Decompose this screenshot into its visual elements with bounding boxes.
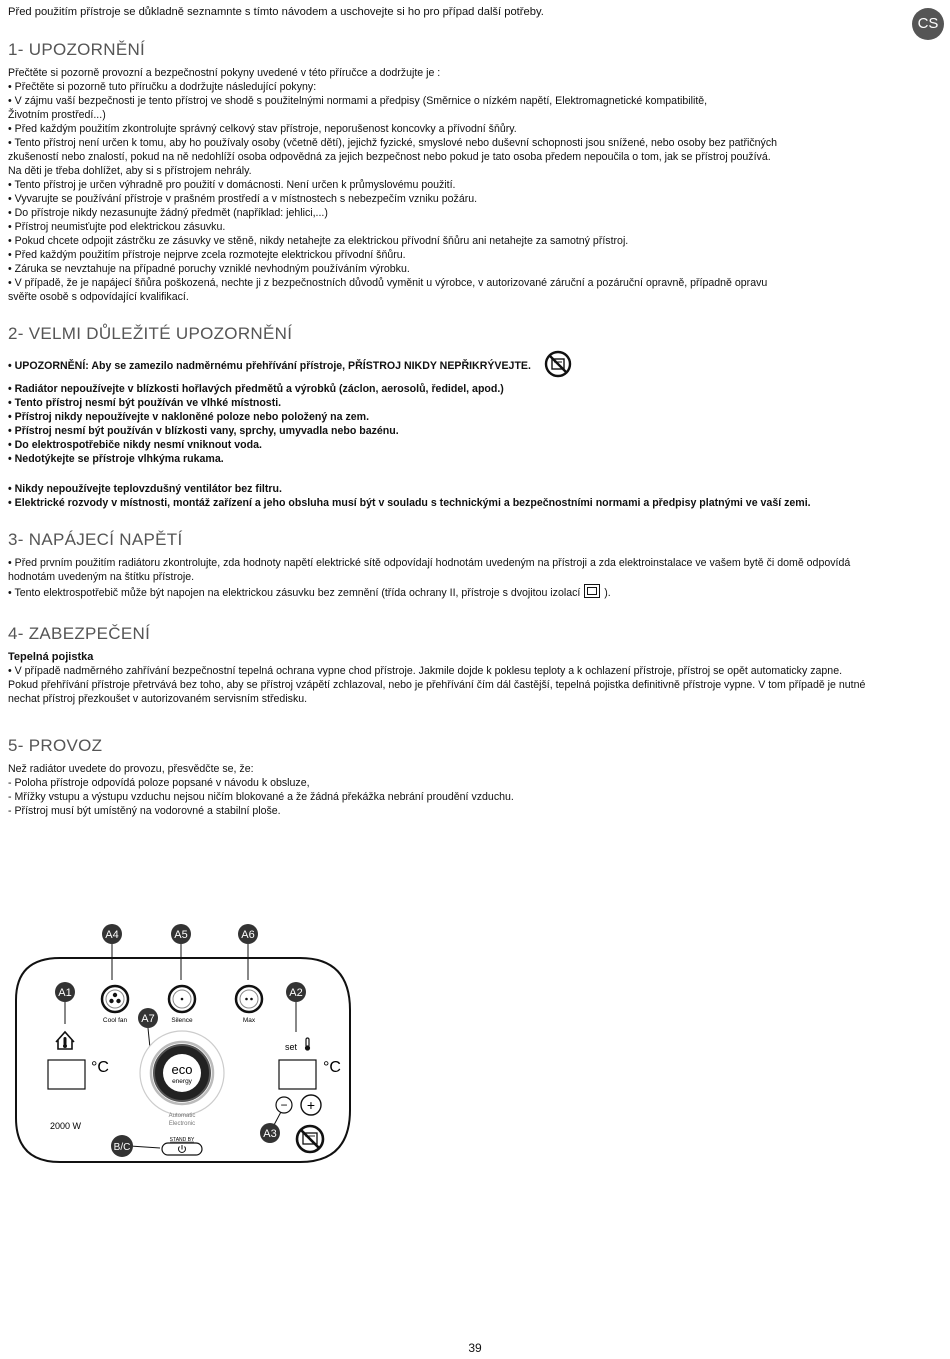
text-line: hodnotám uvedeným na štítku přístroje.	[8, 571, 195, 583]
set-label: set	[285, 1042, 298, 1052]
section-power-supply	[8, 530, 933, 600]
max-button[interactable]	[236, 986, 262, 1012]
panel-do-not-cover-icon	[297, 1126, 323, 1152]
standby-label: STAND BY	[169, 1137, 195, 1143]
callout-a3	[260, 1123, 280, 1143]
callout-a6-label: A6	[241, 929, 255, 941]
text-line: svěřte osobě s odpovídající kvalifikací.	[8, 291, 189, 303]
language-badge: CS	[912, 8, 944, 40]
power-rating: 2000 W	[50, 1121, 82, 1131]
callout-bc-label: B/C	[113, 1142, 131, 1153]
callout-a7	[138, 1008, 158, 1028]
cool-fan-button[interactable]	[102, 986, 128, 1012]
text-line: • Před prvním použitím radiátoru zkontrolujte, zda hodnoty napětí elektrické sítě odpovídají hodnotám uvedeným na přístroji a zda elektroinstalace ve vašem bytě či domě odpovídá	[8, 557, 851, 569]
section-operation	[8, 736, 933, 818]
text-line: Životním prostředí...)	[8, 109, 106, 121]
section-3-last-before: • Tento elektrospotřebič může být napojen na elektrickou zásuvku bez zemnění (třída ochrany II, přístroje s dvojitou izolací	[8, 587, 581, 599]
text-line: • Nikdy nepoužívejte teplovzdušný ventilátor bez filtru.	[8, 483, 282, 495]
text-line: • Záruka se nevztahuje na případné poruchy vzniklé nevhodným používáním výrobku.	[8, 263, 410, 275]
standby-button[interactable]	[162, 1143, 202, 1155]
section-5-lines	[8, 762, 933, 818]
silence-label: Silence	[171, 1017, 193, 1024]
text-line: - Přístroj musí být umístěný na vodorovné a stabilní ploše.	[8, 805, 281, 817]
callout-a7-label: A7	[141, 1013, 155, 1025]
callout-a1-label: A1	[58, 987, 72, 999]
automatic-label: Automatic	[168, 1113, 196, 1119]
section-safety	[8, 624, 933, 706]
text-line: • Do přístroje nikdy nezasunujte žádný předmět (například: jehlici,...)	[8, 207, 328, 219]
text-line: • Tento přístroj je určen výhradně pro použití v domácnosti. Není určen k průmyslovému použití.	[8, 179, 456, 191]
text-line: nechat přístroj přezkoušet v autorizovaném servisním středisku.	[8, 693, 308, 705]
callout-a4	[102, 924, 122, 944]
text-line: • Do elektrospotřebiče nikdy nesmí vniknout voda.	[8, 439, 262, 451]
section-3-last-after: ).	[604, 587, 611, 599]
text-line: Pokud přehřívání přístroje přetrvává bez toho, aby se přístroj vzápětí zchlazoval, nebo je přehřívání čím dál častější, tepelná pojistka definitivně přístroje vypne. V tom případě je nutné	[8, 679, 866, 691]
text-line: • Přečtěte si pozorně tuto příručku a dodržujte následující pokyny:	[8, 81, 317, 93]
text-line: Na děti je třeba dohlížet, aby si s přístrojem nehrály.	[8, 165, 252, 177]
section-1-title: 1- UPOZORNĚNÍ	[8, 40, 146, 59]
callout-a4-label: A4	[105, 929, 119, 941]
text-line: • Přístroj neumisťujte pod elektrickou zásuvku.	[8, 221, 226, 233]
room-temp-display	[48, 1060, 85, 1089]
eco-label: eco	[171, 1062, 193, 1077]
section-3-title: 3- NAPÁJECÍ NAPĚTÍ	[8, 530, 183, 549]
text-line: • Přístroj nikdy nepoužívejte v nakloněné poloze nebo položený na zem.	[8, 411, 370, 423]
text-line: • Tento přístroj není určen k tomu, aby ho používaly osoby (včetně dětí), jejichž fyzické, smyslové nebo duševní schopnosti jsou snížené, nebo osoby bez patřičných	[8, 137, 778, 149]
callout-a6	[238, 924, 258, 944]
section-important-warnings	[8, 324, 933, 510]
section-5-title: 5- PROVOZ	[8, 736, 103, 755]
left-unit: °C	[91, 1059, 109, 1076]
text-line: - Mřížky vstupu a výstupu vzduchu nejsou ničím blokované a že žádná překážka nebrání proudění vzduchu.	[8, 791, 514, 803]
callout-a2	[286, 982, 306, 1002]
callout-bc	[111, 1135, 133, 1157]
section-1-lead: Přečtěte si pozorně provozní a bezpečnostní pokyny uvedené v této příručce a dodržujte je :	[8, 67, 441, 79]
section-2-lines	[8, 382, 933, 466]
text-line: • Radiátor nepoužívejte v blízkosti hořlavých předmětů a výrobků (záclon, aerosolů, ředidel, apod.)	[8, 383, 504, 395]
max-label: Max	[242, 1017, 256, 1024]
callout-a1	[55, 982, 75, 1002]
section-3-lines	[8, 556, 933, 584]
energy-label: energy	[172, 1078, 192, 1085]
minus-button[interactable]	[276, 1097, 292, 1113]
minus-label: −	[280, 1098, 288, 1112]
text-line: Než radiátor uvedete do provozu, přesvědčte se, že:	[8, 763, 254, 775]
text-line: • Před každým použitím zkontrolujte správný celkový stav přístroje, neporušenost koncovky a přívodní šňůry.	[8, 123, 517, 135]
callout-a5-label: A5	[174, 929, 188, 941]
plus-button[interactable]	[301, 1095, 321, 1115]
text-line: • V případě, že je napájecí šňůra poškozená, nechte ji z bezpečnostních důvodů vyměnit u výrobce, v autorizované záruční a pozáruční opravně, případně opravu	[8, 277, 768, 289]
plus-label: +	[306, 1097, 316, 1113]
section-2-first-line	[8, 350, 933, 382]
callout-a2-label: A2	[289, 987, 303, 999]
text-line: - Poloha přístroje odpovídá poloze popsané v návodu k obsluze,	[8, 777, 310, 789]
silence-button[interactable]	[169, 986, 195, 1012]
section-3-last-line	[8, 584, 933, 600]
text-line: zkušeností nebo znalostí, pokud na ně nedohlíží osoba odpovědná za jejich bezpečnost nebo pokud je tato osoba předem nepoučila o tom, jak se přístroj používá.	[8, 151, 771, 163]
do-not-cover-icon	[544, 350, 572, 382]
section-2-extra	[8, 482, 933, 510]
section-4-subtitle: Tepelná pojistka	[8, 651, 94, 663]
section-4-lines	[8, 664, 933, 706]
page-number: 39	[468, 1341, 482, 1355]
control-panel-figure	[0, 900, 950, 1180]
set-temp-display	[279, 1060, 316, 1089]
text-line: • V zájmu vaší bezpečnosti je tento přístroj ve shodě s použitelnými normami a předpisy (Směrnice o nízkém napětí, Elektromagnetické kompatibilitě,	[8, 95, 708, 107]
text-line: • Vyvarujte se používání přístroje v prašném prostředí a v místnostech s nebezpečím vzniku požáru.	[8, 193, 478, 205]
cool-fan-label: Cool fan	[102, 1017, 128, 1024]
double-insulation-icon	[584, 584, 600, 598]
callout-a5	[171, 924, 191, 944]
right-unit: °C	[323, 1059, 341, 1076]
text-line: • Přístroj nesmí být používán v blízkosti vany, sprchy, umyvadla nebo bazénu.	[8, 425, 399, 437]
text-line: • Tento přístroj nesmí být používán ve vlhké místnosti.	[8, 397, 282, 409]
section-2-title: 2- VELMI DŮLEŽITÉ UPOZORNĚNÍ	[8, 324, 293, 343]
text-line: • Elektrické rozvody v místnosti, montáž zařízení a jeho obsluha musí být v souladu s technickými a bezpečnostními normami a předpisy platnými ve vaší zemi.	[8, 497, 811, 509]
callout-a3-label: A3	[263, 1128, 277, 1140]
text-line: • V případě nadměrného zahřívání bezpečnostní tepelná ochrana vypne chod přístroje. Jakmile dojde k poklesu teploty a k ochlazení přístroje, přístroj se opět automaticky zapne.	[8, 665, 843, 677]
section-1-lines	[8, 80, 933, 304]
text-line: • Nedotýkejte se přístroje vlhkýma rukama.	[8, 453, 224, 465]
electronic-label: Electronic	[168, 1121, 196, 1127]
silence-dot-icon	[181, 998, 184, 1001]
section-4-title: 4- ZABEZPEČENÍ	[8, 624, 151, 643]
text-line: • Pokud chcete odpojit zástrčku ze zásuvky ve stěně, nikdy netahejte za elektrickou přívodní šňůru ani netahejte za samotný přístroj.	[8, 235, 629, 247]
section-warnings	[8, 40, 933, 304]
section-2-first-text: • UPOZORNĚNÍ: Aby se zamezilo nadměrnému přehřívání přístroje, PŘÍSTROJ NIKDY NEPŘIKRÝVEJTE.	[8, 359, 531, 372]
intro-text: Před použitím přístroje se důkladně seznamnte s tímto návodem a uschovejte si ho pro případ další potřeby.	[8, 6, 544, 18]
text-line: • Před každým použitím přístroje nejprve zcela rozmotejte elektrickou přívodní šňůru.	[8, 249, 406, 261]
